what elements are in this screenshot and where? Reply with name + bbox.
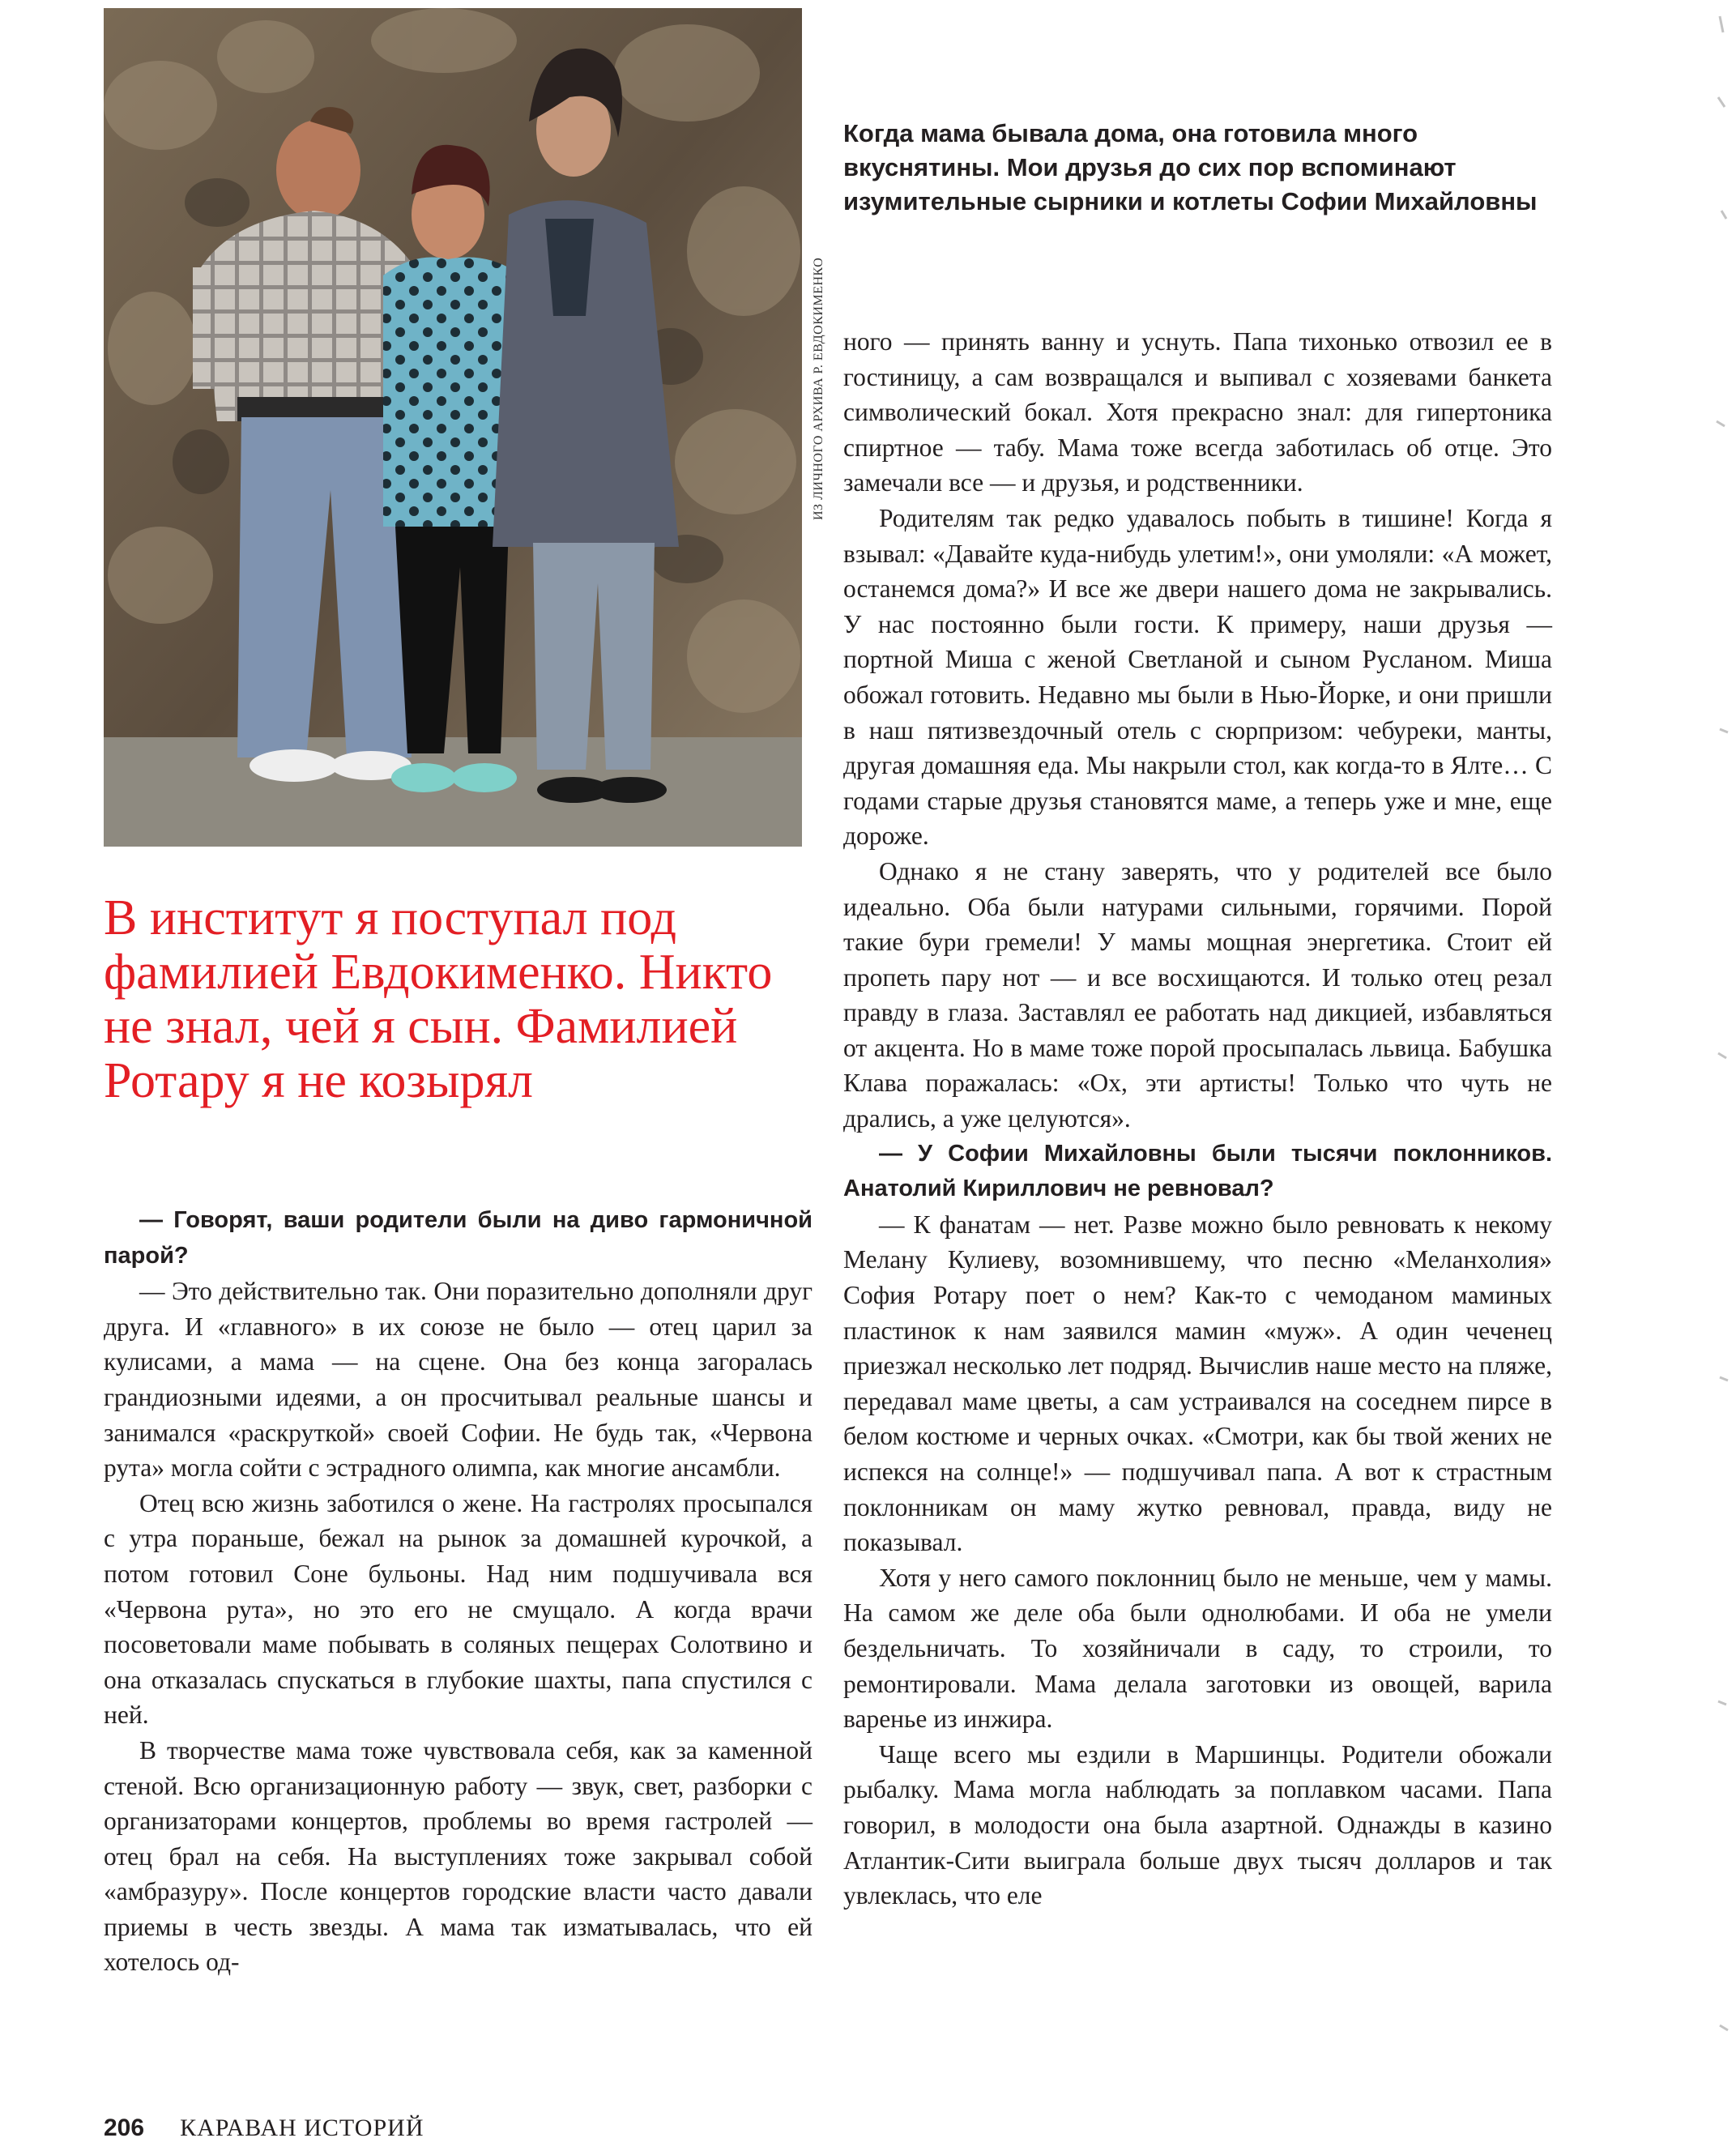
family-photo <box>104 8 802 847</box>
magazine-name: КАРАВАН ИСТОРИЙ <box>180 2114 424 2141</box>
photo-credit: ИЗ ЛИЧНОГО АРХИВА Р. ЕВДОКИМЕНКО <box>812 257 825 520</box>
paragraph: — Это действительно так. Они поразительно дополняли друг друга. И «главного» в их союзе не было — отец царил за кулисами, а мама — на сцене. Она без конца загоралась грандиозными идеями, а он просчитывал реальные шансы и занимался «раскруткой» своей Софии. Не будь так, «Червона рута» могла сойти с эстрадного олимпа, как многие ансамбли. <box>104 1277 813 1483</box>
headline: В институт я поступал под фамилией Евдокименко. Никто не знал, чей я сын. Фамилией Ротару я не козырял <box>104 890 773 1108</box>
left-column <box>104 1203 813 1980</box>
paragraph: ного — принять ванну и уснуть. Папа тихонько отвозил ее в гостиницу, а сам возвращался и выпивал с хозяевами банкета символический бокал. Хотя прекрасно знал: для гипертоника спиртное — табу. Мама тоже всегда заботилась об отце. Это замечали все — и друзья, и родственники. <box>843 327 1552 497</box>
page-footer <box>104 2114 424 2147</box>
paragraph: — К фанатам — нет. Разве можно было ревновать к некому Мелану Кулиеву, возомнившему, что песню «Меланхолия» София Ротару поет о нем? Как-то с чемоданом маминых пластинок к нам заявился мамин «муж». А один чеченец приезжал несколько лет подряд. Вычислив наше место на пляже, передавал маме цветы, а сам устраивался на соседнем пирсе в белом костюме и черных очках. «Смотри, как бы твой жених не испекся на солнце!» — подшучивал папа. А вот к страстным поклонникам он маму жутко ревновал, правда, виду не показывал. <box>843 1210 1552 1557</box>
paragraph: Хотя у него самого поклонниц было не меньше, чем у мамы. На самом же деле оба были однолюбами. И оба не умели бездельничать. То хозяйничали в саду, то строили, то ремонтировали. Мама делала заготовки из овощей, варила варенье из инжира. <box>843 1563 1552 1734</box>
interview-question: — Говорят, ваши родители были на диво гармоничной парой? <box>104 1207 813 1269</box>
paragraph: Чаще всего мы ездили в Маршинцы. Родители обожали рыбалку. Мама могла наблюдать за поплавком часами. Папа говорил, в молодости она была азартной. Однажды в казино Атлантик-Сити выиграла больше двух тысяч долларов и так увлеклась, что еле <box>843 1739 1552 1910</box>
paragraph: Однако я не стану заверять, что у родителей все было идеально. Оба были натурами сильными, горячими. Порой такие бури гремели! У мамы мощная энергетика. Стоит ей пропеть пару нот — и все восхищаются. И только отец резал правду в глаза. Заставлял ее работать над дикцией, избавляться от акцента. Но в маме тоже порой просыпалась львица. Бабушка Клава поражалась: «Ох, эти артисты! Только что чуть не дрались, а уже целуются». <box>843 856 1552 1133</box>
scan-edge-marks <box>1704 0 1736 2155</box>
paragraph: Родителям так редко удавалось побыть в тишине! Когда я взывал: «Давайте куда-нибудь улетим!», они умоляли: «А может, останемся дома?» И все же двери нашего дома не закрывались. У нас постоянно были гости. К примеру, наши друзья — портной Миша с женой Светланой и сыном Русланом. Миша обожал готовить. Недавно мы были в Нью-Йорке, и они пришли в наш пятизвездочный отель с сюрпризом: чебуреки, манты, другая домашняя еда. Мы накрыли стол, как когда-то в Ялте… С годами старые друзья становятся маме, а теперь уже и мне, еще дороже. <box>843 503 1552 851</box>
family-photo-illustration <box>104 8 802 847</box>
paragraph: В творчестве мама тоже чувствовала себя, как за каменной стеной. Всю организационную работу — звук, свет, разборки с организаторами концертов, проблемы во время гастролей — отец брал на себя. На выступлениях тоже закрывал собой «амбразуру». После концертов городские власти часто давали приемы в честь звезды. А мама так изматывалась, что ей хотелось од- <box>104 1735 813 1977</box>
right-column <box>843 324 1552 1914</box>
lead-quote: Когда мама бывала дома, она готовила много вкуснятины. Мои друзья до сих пор вспоминают изумительные сырники и котлеты Софии Михайловны <box>843 119 1538 216</box>
interview-question: — У Софии Михайловны были тысячи поклонников. Анатолий Кириллович не ревновал? <box>843 1140 1552 1202</box>
page-number: 206 <box>104 2114 145 2141</box>
paragraph: Отец всю жизнь заботился о жене. На гастролях просыпался с утра пораньше, бежал на рынок за домашней курочкой, а потом готовил Соне бульоны. Над ним подшучивала вся «Червона рута», но это его не смущало. А когда врачи посоветовали маме побывать в соляных пещерах Солотвино и она отказалась спускаться в глубокие шахты, папа спустился с ней. <box>104 1488 813 1730</box>
